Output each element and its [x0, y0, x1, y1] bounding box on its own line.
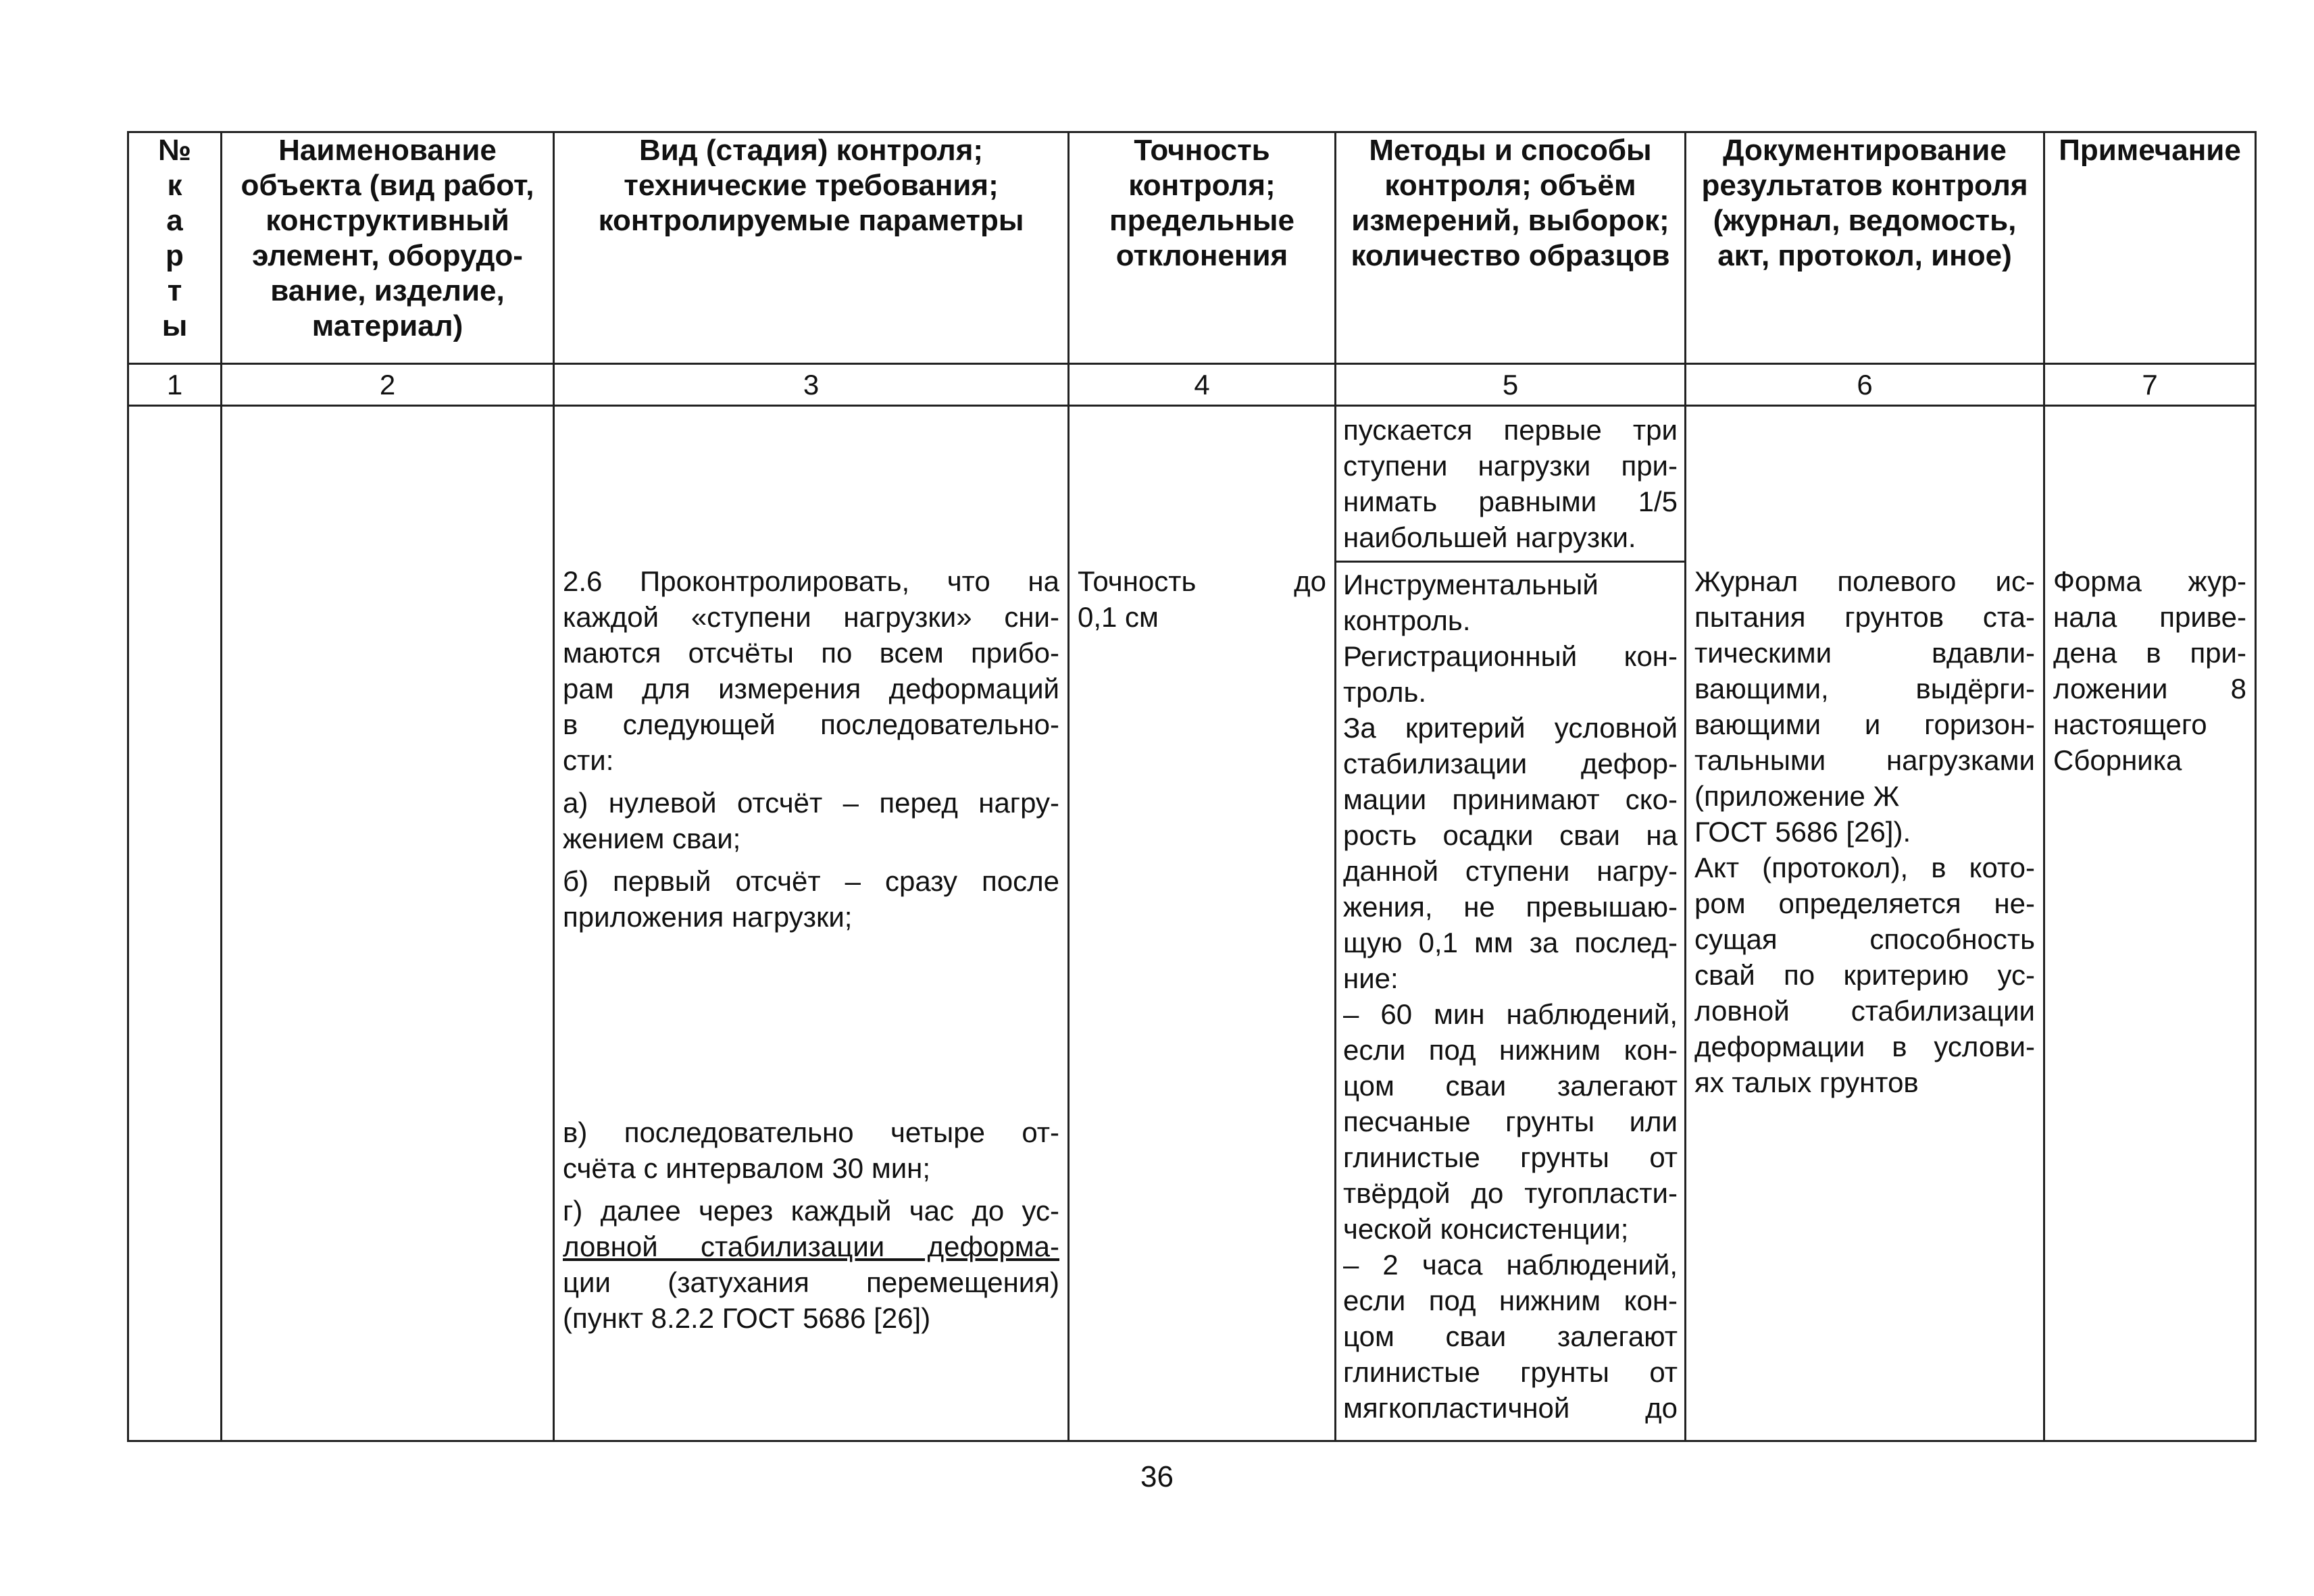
cell-object-name — [222, 406, 554, 1441]
control-item-2-6: 2.6 Проконтролировать, что на каждой «ступени нагрузки» сни- маются отсчёты по всем прибо- рам для измерения деформаций в следующей последовательно- сти: — [563, 565, 1059, 776]
column-number: 4 — [1069, 364, 1336, 406]
header-col-5: Методы и способы контроля; объём измерений, выборок; количество образцов — [1336, 132, 1686, 364]
table-row — [128, 406, 2256, 1441]
column-number-row — [128, 364, 2256, 406]
column-number: 5 — [1336, 364, 1686, 406]
header-col-7: Примечание — [2044, 132, 2256, 364]
header-row — [128, 132, 2256, 364]
cell-control-type — [554, 406, 1069, 1441]
column-number: 3 — [554, 364, 1069, 406]
cell-note: Форма жур- нала приве- дена в при- ложении 8 настоящего Сборника — [2044, 406, 2256, 1441]
cell-documentation: Журнал полевого ис- пытания грунтов ста- тическими вдавли- вающими, выдёрги- вающими и горизон- тальными нагрузками (приложение Ж ГОСТ 5686 [26]). Акт (протокол), в кото- ром определяется не- сущая способность свай по критерию ус- ловной стабилизации деформации в услови- ях талых грунтов — [1686, 406, 2044, 1441]
cell-accuracy: Точность до 0,1 см — [1069, 406, 1336, 1441]
column-number: 7 — [2044, 364, 2256, 406]
header-col-1: № к а р т ы — [128, 132, 222, 364]
cell-methods: пускается первые три ступени нагрузки при- нимать равными 1/5 наибольшей нагрузки. Инструментальный контроль. Регистрационный кон- троль. За критерий условной стабилизации дефор- мации принимают ско- рость осадки сваи на данной ступени нагру- жения, не превышаю- щую 0,1 мм за послед- ние: – 60 мин наблюдений, если под нижним кон- цом сваи залегают песчаные грунты или глинистые грунты от твёрдой до тугопласти- ческой консистенции; – 2 часа наблюдений, если под нижним кон- цом сваи залегают глинистые грунты от мягкопластичной до — [1336, 406, 1686, 1441]
control-item-b: б) первый отсчёт – сразу после приложения нагрузки; — [563, 865, 1059, 933]
control-item-v: в) последовательно четыре от- счёта с интервалом 30 мин; — [563, 1116, 1059, 1184]
page-number: 36 — [1140, 1460, 1174, 1493]
control-item-g: г) далее через каждый час до ус- ловной стабилизации деформа- ции (затухания перемещения) (пункт 8.2.2 ГОСТ 5686 [26]) — [563, 1195, 1059, 1334]
header-col-2: Наименование объекта (вид работ, конструктивный элемент, оборудо- вание, изделие, материал) — [222, 132, 554, 364]
methods-continuation: пускается первые три ступени нагрузки при- нимать равными 1/5 наибольшей нагрузки. — [1336, 407, 1684, 563]
control-table — [127, 131, 2257, 1442]
column-number: 6 — [1686, 364, 2044, 406]
header-col-3: Вид (стадия) контроля; технические требования; контролируемые параметры — [554, 132, 1069, 364]
control-item-a: а) нулевой отсчёт – перед нагру- жением сваи; — [563, 787, 1059, 854]
cell-card-number — [128, 406, 222, 1441]
column-number: 2 — [222, 364, 554, 406]
header-col-4: Точность контроля; предельные отклонения — [1069, 132, 1336, 364]
column-number: 1 — [128, 364, 222, 406]
header-col-6: Документирование результатов контроля (журнал, ведомость, акт, протокол, иное) — [1686, 132, 2044, 364]
